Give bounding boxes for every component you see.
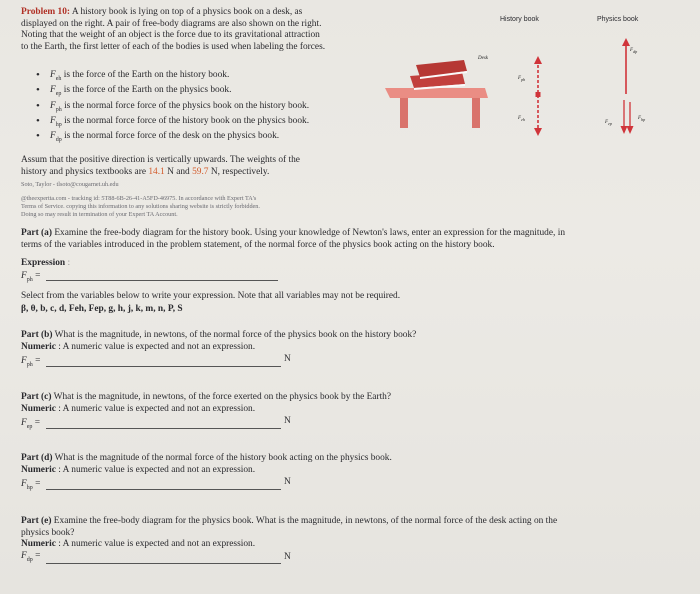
intro-line-4: to the Earth, the first letter of each of the bodies is used when labeling the forces. bbox=[21, 41, 326, 52]
part-a-answer-type: Expression : bbox=[21, 258, 71, 268]
part-a-label: Part (a) bbox=[21, 228, 52, 238]
problem-heading: Problem 10: bbox=[21, 7, 71, 17]
label-f-ph: $F_{ph}$ bbox=[518, 76, 526, 82]
force-item-hp: • $F_{hp}$ is the normal force force of the history book on the physics book. bbox=[36, 114, 309, 129]
part-c-input[interactable] bbox=[46, 428, 281, 429]
part-c-prompt: Part (c) What is the magnitude, in newtons, of the force exerted on the physics book by the Earth? Numeric : A numeric value is expected and not an expression. bbox=[21, 392, 392, 414]
problem-intro bbox=[21, 7, 325, 53]
force-item-dp: • $F_{dp}$ is the normal force force of the desk on the physics book. bbox=[36, 129, 309, 144]
arrow-down-eh bbox=[534, 128, 542, 136]
label-f-hp: $F_{hp}$ bbox=[638, 116, 646, 122]
force-item-ph: • $F_{ph}$ is the normal force force of the physics book on the history book. bbox=[36, 99, 309, 114]
desk-with-books-illustration bbox=[380, 48, 492, 138]
part-d-label: Part (d) bbox=[21, 453, 53, 463]
label-f-eh: $F_{eh}$ bbox=[518, 116, 525, 122]
fbd-history-book bbox=[528, 56, 548, 136]
desk-top bbox=[385, 88, 488, 98]
part-b-unit: N bbox=[284, 354, 291, 364]
part-a-prompt: Part (a) Examine the free-body diagram for the history book. Using your knowledge of Newton's laws, enter an expression for the magnitude, in terms of the variables introduced in the problem statement, of the normal force of the physics book acting on the history book. bbox=[21, 228, 566, 250]
part-c-unit: N bbox=[284, 416, 291, 426]
desk-label: Desk bbox=[478, 56, 488, 61]
tracking-notice: @theexpertta.com - tracking id: 5T88-6B-26-41-A5FD-46975. In accordance with Expert TA's Terms of Service. copying this information to any solutions sharing website is strictly forbidden. Doing so may result in termination of your Expert TA Account. bbox=[21, 195, 260, 218]
desk-leg-left bbox=[400, 98, 408, 128]
part-a-variables: β, θ, b, c, d, Feh, Fep, g, h, j, k, m, n, P, S bbox=[21, 304, 183, 314]
part-a-var: $F_{ph}$ = bbox=[21, 271, 41, 283]
part-b-prompt: Part (b) What is the magnitude, in newtons, of the normal force of the physics book on the history book? Numeric : A numeric value is expected and not an expression. bbox=[21, 330, 417, 352]
label-f-ep: $F_{ep}$ bbox=[605, 120, 612, 126]
part-d-var: $F_{hp}$ = bbox=[21, 479, 41, 491]
student-email: Soto, Taylor - tlsoto@cougarnet.uh.edu bbox=[21, 181, 119, 188]
physics-weight-value: 59.7 bbox=[192, 166, 209, 177]
assume-line-1: Assum that the positive direction is vertically upwards. The weights of the bbox=[21, 155, 300, 165]
intro-line-3: Noting that the weight of an object is the force due to its gravitational attraction bbox=[21, 30, 320, 40]
label-f-dp: $F_{dp}$ bbox=[630, 48, 638, 54]
part-a-input[interactable] bbox=[46, 280, 278, 281]
force-item-ep: • $F_{ep}$ is the force of the Earth on the physics book. bbox=[36, 83, 309, 98]
part-a-select-text: Select from the variables below to write your expression. Note that all variables may not be required. bbox=[21, 291, 401, 301]
arrow-up-ph bbox=[534, 56, 542, 64]
part-e-unit: N bbox=[284, 552, 291, 562]
force-definitions-list bbox=[36, 68, 309, 144]
part-c-var: $F_{ep}$ = bbox=[21, 418, 41, 430]
arrow-down-hp bbox=[627, 126, 634, 134]
part-e-input[interactable] bbox=[46, 563, 281, 564]
part-d-input[interactable] bbox=[46, 489, 281, 490]
physics-book-label: Physics book bbox=[597, 16, 639, 23]
intro-line-1: A history book is lying on top of a physics book on a desk, as bbox=[71, 7, 303, 17]
desk-leg-right bbox=[472, 98, 480, 128]
part-e-var: $F_{dp}$ = bbox=[21, 551, 41, 563]
arrow-down-ep bbox=[621, 126, 628, 134]
arrow-up-dp bbox=[622, 38, 630, 46]
part-d-prompt: Part (d) What is the magnitude of the normal force of the history book acting on the physics book. Numeric : A numeric value is expected and not an expression. bbox=[21, 453, 392, 475]
part-e-prompt: Part (e) Examine the free-body diagram for the physics book. What is the magnitude, in newtons, of the normal force of the desk acting on the physics book? Numeric : A numeric value is expected and not an expression. bbox=[21, 516, 558, 549]
assume-line-2: history and physics textbooks are 14.1 N and 59.7 N, respectively. bbox=[21, 166, 270, 177]
part-b-label: Part (b) bbox=[21, 330, 53, 340]
intro-line-2: displayed on the right. A pair of free-body diagrams are also shown on the right. bbox=[21, 18, 322, 29]
part-c-label: Part (c) bbox=[21, 392, 52, 402]
history-book-label: History book bbox=[500, 16, 539, 23]
force-item-eh: • $F_{eh}$ is the force of the Earth on the history book. bbox=[36, 68, 309, 83]
part-b-input[interactable] bbox=[46, 366, 281, 367]
part-d-unit: N bbox=[284, 477, 291, 487]
part-e-label: Part (e) bbox=[21, 516, 52, 526]
part-b-var: $F_{ph}$ = bbox=[21, 356, 41, 368]
history-weight-value: 14.1 bbox=[148, 166, 165, 177]
assumption-text bbox=[21, 155, 300, 178]
diagram-area bbox=[380, 8, 690, 143]
